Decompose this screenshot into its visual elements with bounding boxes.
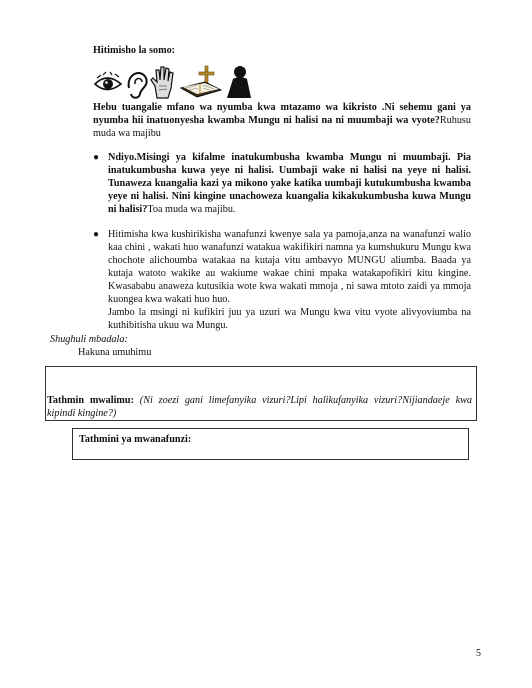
- bullet-text: Hitimisha kwa kushirikisha wanafunzi kwenye sala ya pamoja,anza na wanafunzi walio kaa chini , wakati huo wanafunzi watakua wakifikiri namna ya kumshukuru Mungu kwa chochote alichoumba watakaa na kutaja vitu ambavyo MUNGU aliumba. Baada ya kutaja watoto wakike au wakiume wakae chini mpaka watakapofikiri kitu kingine. Kwasababu anaweza kutusikia wote kwa wakati mmoja , ni sawa mtoto zaidi ya mmoja kuongea kwa wakati huo huo.: [108, 229, 471, 305]
- bullet-bold-text: Ndiyo.Misingi ya kifalme inatukumbusha kwamba Mungu ni muumbaji. Pia inatukumbusha kuwa yeye ni halisi. Uumbaji wake ni halisi na yeye ni halisi. Tunaweza kuangalia kazi ya mikono yake katika uumbaji kutukumbusha kwamba yeye ni halisi. Nini kingine unachoweza kuangalia kikakukumbusha kuwa Mungu ni halisi?: [108, 152, 471, 215]
- teacher-evaluation-label: Tathmin mwalimu:: [47, 395, 134, 406]
- ear-icon: [129, 73, 147, 98]
- teacher-evaluation-text: [47, 394, 472, 420]
- bullet-icon: ●: [93, 229, 100, 240]
- question-paragraph: [93, 101, 471, 140]
- bullet-icon: ●: [93, 152, 100, 163]
- bullet-list: [93, 151, 471, 332]
- bullet-instruction: Toa muda wa majibu.: [147, 204, 236, 215]
- alternative-activity-label: Shughuli mbadala:: [50, 334, 128, 345]
- question-instruction: Ruhusu muda wa majibu: [93, 115, 471, 139]
- list-item: [93, 228, 471, 332]
- sense-icons-row: [93, 64, 253, 100]
- hand-icon: [151, 67, 173, 98]
- bullet-conclusion: Jambo la msingi ni kufikiri juu ya uzuri wa Mungu kwa vitu vyote alivyoviumba na kuthibitisha ukuu wa Mungu.: [108, 307, 471, 331]
- bible-cross-icon: [181, 66, 221, 97]
- page-number: 5: [476, 648, 481, 659]
- question-text: Hebu tuangalie mfano wa nyumba kwa mtazamo wa kikristo .Ni sehemu gani ya nyumba hii inatuonyesha kwamba Mungu ni halisi na ni muumbaji wa vyote?: [93, 102, 471, 126]
- alternative-activity-value: Hakuna umuhimu: [78, 347, 152, 358]
- section-heading: Hitimisho la somo:: [93, 45, 176, 56]
- eye-icon: [95, 72, 121, 90]
- praying-person-icon: [227, 66, 251, 98]
- student-evaluation-label: Tathmini ya mwanafunzi:: [79, 434, 192, 445]
- list-item: [93, 151, 471, 216]
- teacher-evaluation-question: (Ni zoezi gani limefanyika vizuri?Lipi halikufanyika vizuri?Nijiandaeje kwa kipindi kingine?): [47, 395, 473, 419]
